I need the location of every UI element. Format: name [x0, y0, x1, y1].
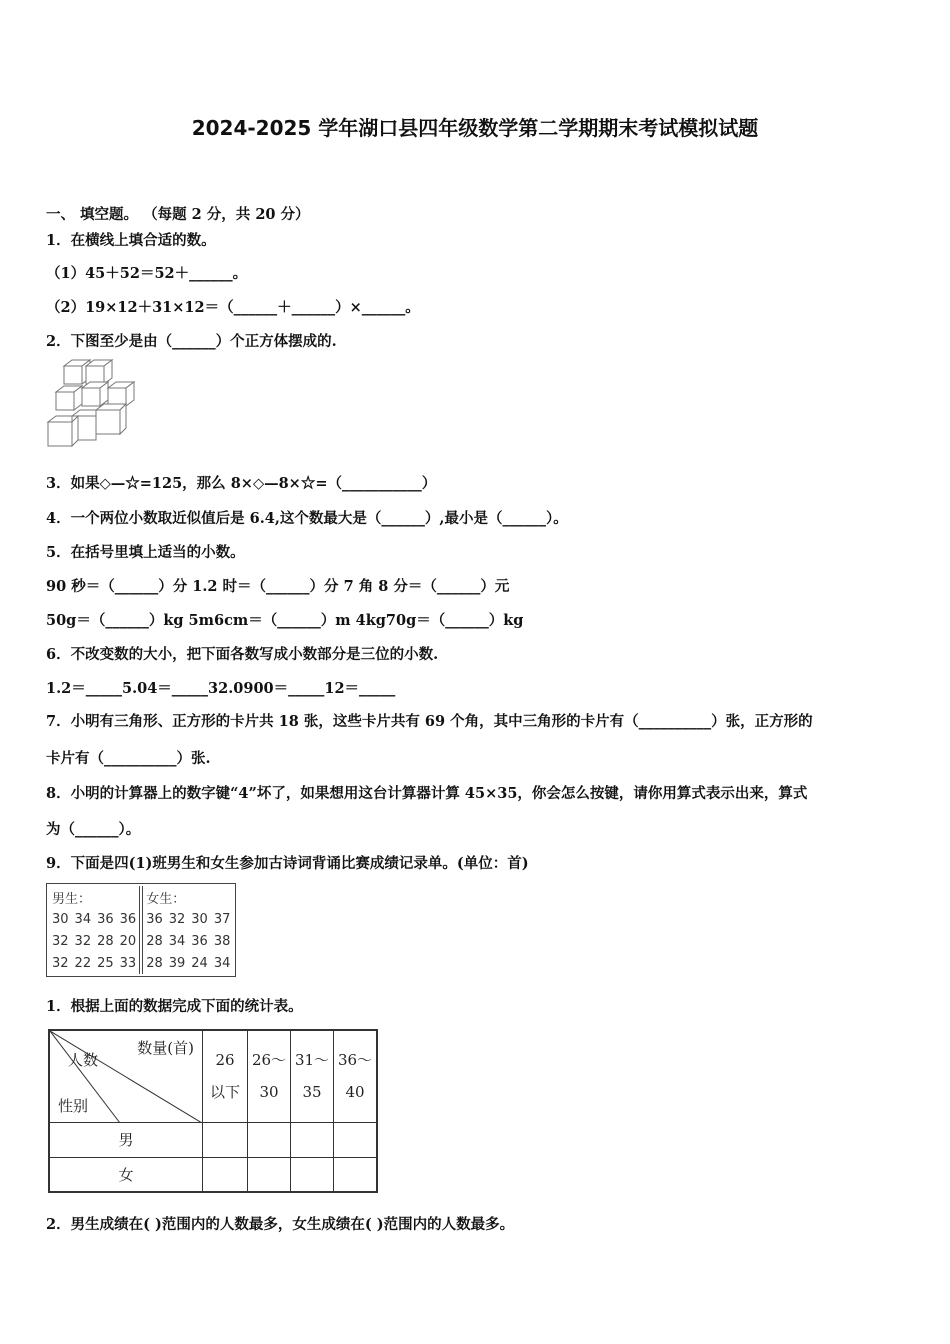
- question-9: 9．下面是四(1)班男生和女生参加古诗词背诵比赛成绩记录单。(单位：首): [46, 855, 529, 872]
- question-7: 7．小明有三角形、正方形的卡片共 18 张，这些卡片共有 69 个角，其中三角形的卡片有（__________）张，正方形的: [46, 713, 813, 730]
- question-8-continued: 为（______）。: [46, 821, 141, 838]
- question-4: 4．一个两位小数取近似值后是 6.4,这个数最大是（______）,最小是（______）。: [46, 510, 568, 527]
- sub-question-1: 1．根据上面的数据完成下面的统计表。: [46, 998, 303, 1015]
- range-header: 31～ 35: [291, 1030, 334, 1122]
- stacked-cubes-figure: [46, 358, 146, 454]
- question-5: 5．在括号里填上适当的小数。: [46, 544, 245, 561]
- question-2: 2．下图至少是由（______）个正方体摆成的.: [46, 333, 337, 350]
- question-5-row-1: 90 秒＝（______）分 1.2 时＝（______）分 7 角 8 分＝（______）元: [46, 578, 510, 595]
- corner-label-quantity: 数量(首): [137, 1039, 194, 1057]
- corner-label-gender: 性别: [58, 1096, 89, 1115]
- table-row-girls: [49, 1157, 377, 1192]
- girls-row: 36 32 30 37: [146, 911, 231, 927]
- row-label-boys: 男: [49, 1122, 203, 1157]
- table-corner-header: [49, 1030, 203, 1122]
- score-record-sheet: [46, 883, 236, 977]
- girls-row: 28 39 24 34: [146, 955, 231, 971]
- question-8: 8．小明的计算器上的数字键“4”坏了，如果想用这台计算器计算 45×35，你会怎么按键，请你用算式表示出来，算式: [46, 785, 808, 802]
- answer-cell[interactable]: [248, 1157, 291, 1192]
- answer-cell[interactable]: [291, 1157, 334, 1192]
- table-row-boys: [49, 1122, 377, 1157]
- girls-scores: [142, 886, 233, 974]
- answer-cell[interactable]: [203, 1157, 248, 1192]
- question-1: 1．在横线上填合适的数。: [46, 232, 216, 249]
- boys-label: 男生：: [52, 891, 92, 907]
- sub-question-2: 2．男生成绩在( )范围内的人数最多，女生成绩在( )范围内的人数最多。: [46, 1216, 515, 1233]
- question-5-row-2: 50g＝（______）kg 5m6cm＝（______）m 4kg70g＝（______）kg: [46, 612, 524, 629]
- corner-label-count: 人数: [68, 1051, 99, 1069]
- statistics-table: [48, 1029, 378, 1193]
- answer-cell[interactable]: [248, 1122, 291, 1157]
- girls-row: 28 34 36 38: [146, 933, 231, 949]
- question-3: 3．如果◇—☆=125，那么 8×◇—8×☆=（___________）: [46, 475, 437, 492]
- answer-cell[interactable]: [203, 1122, 248, 1157]
- question-6: 6．不改变数的大小，把下面各数写成小数部分是三位的小数.: [46, 646, 439, 663]
- section-heading-fill-in: 一、 填空题。 （每题 2 分，共 20 分）: [46, 206, 310, 223]
- range-header: 26～ 30: [248, 1030, 291, 1122]
- question-6-answers: 1.2＝_____5.04＝_____32.0900＝_____12＝_____: [46, 680, 396, 697]
- row-label-girls: 女: [49, 1157, 203, 1192]
- answer-cell[interactable]: [334, 1122, 378, 1157]
- boys-row: 32 22 25 33: [52, 955, 137, 971]
- boys-scores: [49, 886, 140, 974]
- range-header: 26 以下: [203, 1030, 248, 1122]
- girls-label: 女生：: [146, 891, 186, 907]
- question-1-part-2: （2）19×12＋31×12＝（______＋______）×______。: [46, 299, 420, 316]
- page-title: 2024-2025 学年湖口县四年级数学第二学期期末考试模拟试题: [191, 116, 759, 140]
- range-header: 36～ 40: [334, 1030, 378, 1122]
- question-7-continued: 卡片有（__________）张.: [46, 750, 211, 767]
- boys-row: 30 34 36 36: [52, 911, 137, 927]
- question-1-part-1: （1）45＋52＝52＋______。: [46, 265, 248, 282]
- boys-row: 32 32 28 20: [52, 933, 137, 949]
- answer-cell[interactable]: [291, 1122, 334, 1157]
- answer-cell[interactable]: [334, 1157, 378, 1192]
